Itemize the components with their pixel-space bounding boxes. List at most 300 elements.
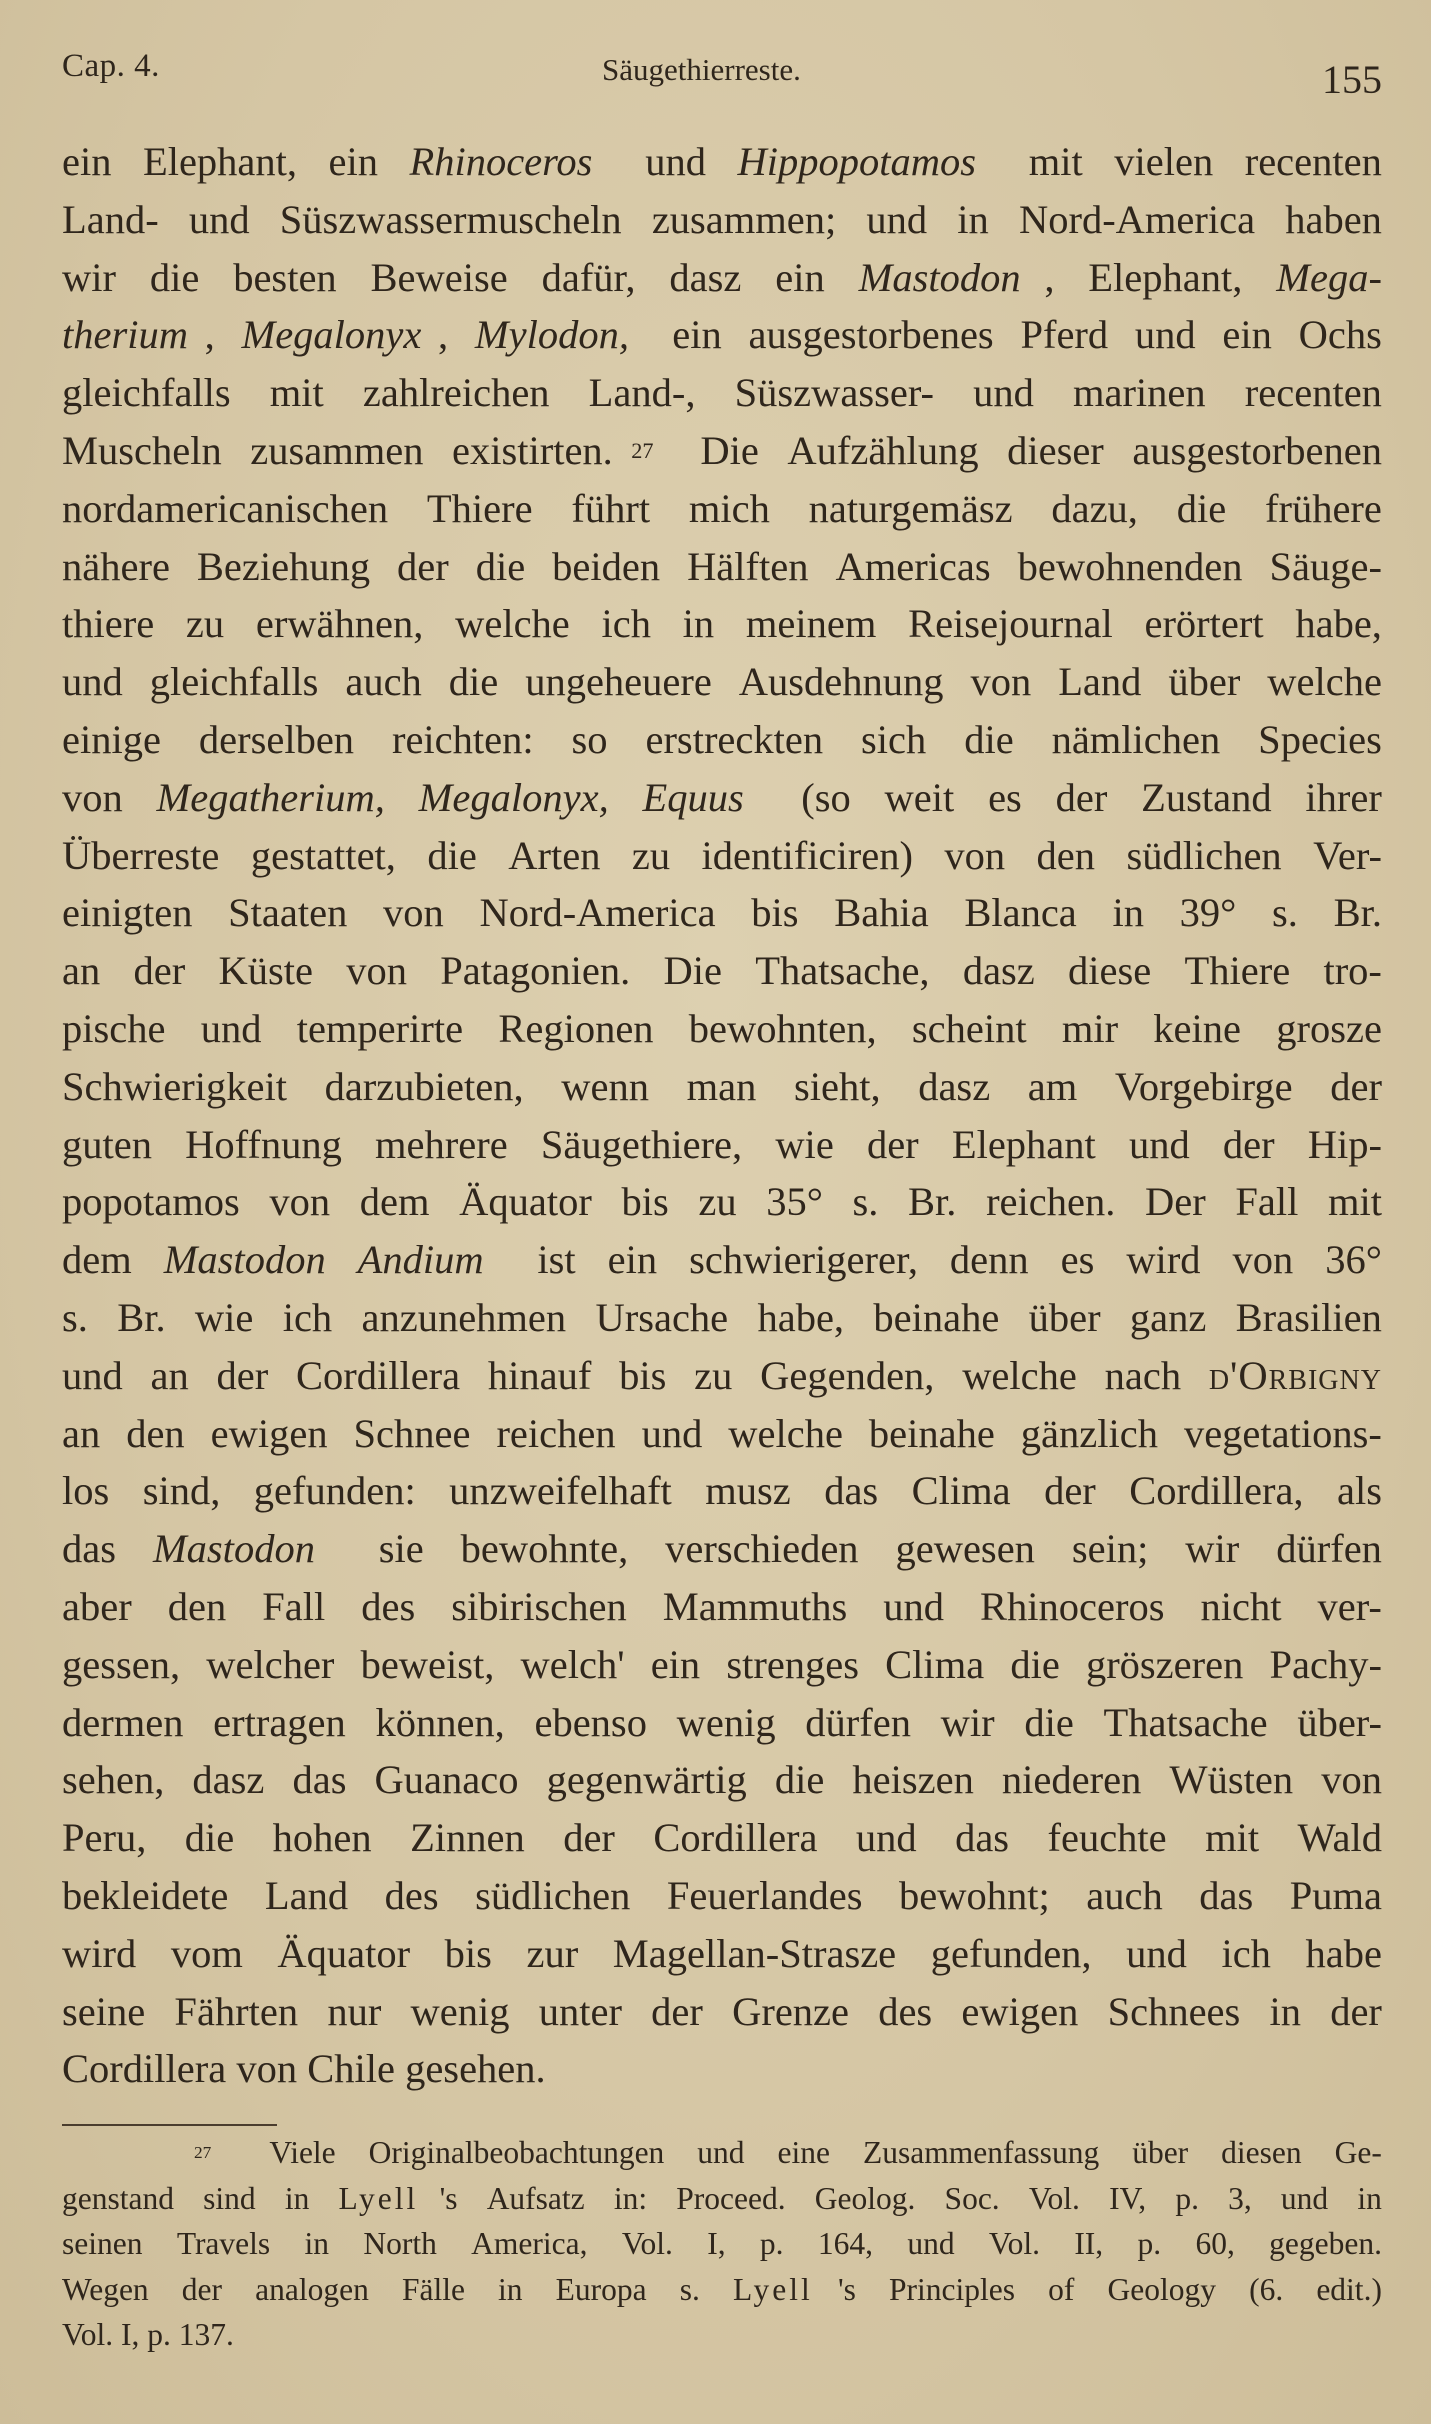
text-run: dasz xyxy=(918,1063,1001,1109)
text-run: nur xyxy=(327,1988,392,2034)
text-run: einigten xyxy=(62,890,203,936)
text-run: Aufsatz xyxy=(486,2180,593,2216)
text-run: dem xyxy=(62,1237,142,1283)
text-run: ewigen xyxy=(961,1988,1089,2034)
text-run: zusammen xyxy=(250,427,434,473)
text-run: verschieden xyxy=(665,1526,869,1572)
text-run: mich xyxy=(688,485,780,531)
text-run: Überreste xyxy=(62,832,230,878)
text-run: musz xyxy=(705,1468,801,1514)
text-run: auch xyxy=(1086,1872,1173,1918)
text-run: Ver- xyxy=(1313,832,1382,878)
text-run: in: xyxy=(613,2180,655,2216)
text-run: pische xyxy=(62,1005,176,1051)
text-run: und xyxy=(866,196,938,242)
text-run: dem xyxy=(359,1179,440,1225)
text-run: gleichfalls xyxy=(149,659,329,705)
text-run: denn xyxy=(949,1237,1039,1283)
text-run: dieser xyxy=(1007,427,1114,473)
text-run: Vol. xyxy=(988,2226,1048,2261)
text-run: wir xyxy=(62,254,127,300)
text-run: bewohnte, xyxy=(460,1526,639,1572)
text-run: ein xyxy=(650,1641,711,1687)
text-run: bewohnt; xyxy=(899,1872,1060,1918)
text-run: und xyxy=(973,370,1044,416)
text-run: der xyxy=(133,948,196,994)
text-run: scheint xyxy=(911,1005,1037,1051)
text-run: die xyxy=(149,254,210,300)
text-run: Mastodon xyxy=(163,1237,336,1283)
text-run: Cordillera xyxy=(295,1352,471,1398)
text-run: es xyxy=(988,774,1032,820)
text-run: von xyxy=(383,890,454,936)
text-run: 164, xyxy=(817,2226,881,2261)
text-run: schwierigerer, xyxy=(689,1237,929,1283)
text-run: existirten. xyxy=(451,427,613,473)
text-run: mit xyxy=(1028,139,1093,184)
text-run: Staaten xyxy=(228,890,358,936)
text-run: reichten: xyxy=(391,716,544,762)
text-run: Säuge- xyxy=(1269,543,1382,589)
body-line xyxy=(62,422,1382,480)
text-run: die xyxy=(448,659,509,705)
text-run: Megalonyx, xyxy=(418,774,619,820)
text-run: ich xyxy=(1221,1930,1282,1976)
text-run: wie xyxy=(194,1294,264,1340)
text-run: Süszwasser- xyxy=(734,370,945,416)
body-line xyxy=(62,1116,1382,1174)
text-run: Reisejournal xyxy=(908,601,1123,647)
text-run: erörtert xyxy=(1144,601,1274,647)
text-run: des xyxy=(384,1872,449,1918)
text-run: das xyxy=(824,1468,889,1514)
text-run: Beweise xyxy=(370,254,518,300)
text-run: tro- xyxy=(1323,948,1382,994)
text-run: Hoffnung xyxy=(185,1121,353,1167)
text-run: mit xyxy=(1205,1815,1270,1861)
text-run: Küste xyxy=(218,948,324,994)
text-run: der xyxy=(866,1121,929,1167)
text-run: Viele xyxy=(269,2135,344,2170)
body-line xyxy=(62,1058,1382,1116)
body-line xyxy=(62,942,1382,1000)
text-run: Wegen xyxy=(62,2271,157,2307)
text-run: dazu, xyxy=(1051,485,1149,531)
text-run: habe, xyxy=(1295,601,1382,647)
text-run: Land xyxy=(1058,659,1152,705)
text-run: Geolog. xyxy=(814,2180,924,2216)
text-run: Äquator xyxy=(459,1179,602,1225)
text-run: hohen xyxy=(272,1815,382,1861)
text-run: wenig xyxy=(410,1988,520,2034)
text-run: temperirte xyxy=(296,1005,474,1051)
text-run: Ge- xyxy=(1334,2135,1382,2170)
text-run: Mastodon xyxy=(858,254,1021,300)
text-run: das xyxy=(62,1526,127,1572)
text-run: sibirischen xyxy=(451,1583,637,1629)
text-run: s. xyxy=(852,1179,889,1225)
text-run: Pferd xyxy=(1020,312,1119,358)
body-line xyxy=(62,364,1382,422)
text-run: Puma xyxy=(1289,1872,1382,1918)
text-run: habe, xyxy=(757,1294,855,1340)
text-run: haben xyxy=(1285,196,1382,242)
text-run: einige xyxy=(62,716,172,762)
text-run: wie xyxy=(775,1121,844,1167)
text-run: reichen xyxy=(496,1410,626,1456)
text-run: Ochs xyxy=(1298,312,1382,358)
text-run: in xyxy=(1357,2180,1382,2216)
text-run: ein xyxy=(1222,312,1282,358)
text-run: diese xyxy=(1068,948,1162,994)
text-run: des xyxy=(361,1583,426,1629)
text-run: ungeheuere xyxy=(525,659,722,705)
text-run: der xyxy=(1044,1468,1106,1514)
text-run: Principles xyxy=(889,2271,1023,2307)
text-run: analogen xyxy=(255,2271,377,2307)
text-run: Land-, xyxy=(588,370,706,416)
text-run: derselben xyxy=(198,716,365,762)
text-run: Thatsache, xyxy=(755,948,940,994)
body-line xyxy=(62,538,1382,596)
body-line xyxy=(62,1867,1382,1925)
text-run: recenten xyxy=(1244,139,1382,184)
text-run: marinen xyxy=(1072,370,1216,416)
text-run: über xyxy=(1168,659,1251,705)
text-run: Guanaco xyxy=(374,1757,529,1803)
body-text xyxy=(62,133,1382,2098)
text-run: habe xyxy=(1305,1930,1382,1976)
text-run: erwähnen, xyxy=(255,601,434,647)
text-run: nordamericanischen xyxy=(62,485,399,531)
footnote-line xyxy=(62,2176,1382,2222)
text-run: mit xyxy=(1327,1179,1382,1225)
text-run: sind xyxy=(203,2180,264,2216)
body-line xyxy=(62,1925,1382,1983)
text-run: und xyxy=(62,659,133,705)
text-run: der xyxy=(397,543,459,589)
text-run: Equus xyxy=(642,774,744,820)
text-run: Patagonien. xyxy=(440,948,641,994)
text-run: I, xyxy=(707,2226,734,2261)
text-run: Originalbeobachtungen xyxy=(368,2135,673,2170)
body-line xyxy=(62,1000,1382,1058)
text-run: frühere xyxy=(1264,485,1382,531)
text-run: den xyxy=(167,1583,237,1629)
body-line xyxy=(62,769,1382,827)
text-run: America, xyxy=(471,2226,596,2261)
text-run: Wüsten xyxy=(1169,1757,1304,1803)
text-run: I, xyxy=(120,2317,148,2352)
text-run: ganz xyxy=(1129,1294,1217,1340)
text-run: wird xyxy=(62,1930,147,1976)
footnote-line xyxy=(62,2130,1382,2176)
text-run: popotamos xyxy=(62,1179,250,1225)
text-run: Fall xyxy=(262,1583,336,1629)
text-run: gefunden, xyxy=(930,1930,1102,1976)
text-run: zu xyxy=(185,601,235,647)
text-run: Vol. xyxy=(621,2226,681,2261)
text-run: Land- xyxy=(62,196,169,242)
text-run: den xyxy=(126,1410,195,1456)
text-run: welche xyxy=(1267,659,1382,705)
text-run: bewohnten, xyxy=(688,1005,887,1051)
text-run: Soc. xyxy=(944,2180,1008,2216)
text-run: den xyxy=(1036,832,1106,878)
text-run: recenten xyxy=(1244,370,1382,416)
text-run: und xyxy=(697,2135,753,2170)
text-run: 36° xyxy=(1325,1237,1382,1283)
text-run: ver- xyxy=(1317,1583,1382,1629)
text-run: darzubieten, xyxy=(324,1063,534,1109)
text-run: anzunehmen xyxy=(361,1294,577,1340)
text-run: ertragen xyxy=(213,1699,356,1745)
text-run: gewesen xyxy=(895,1526,1046,1572)
text-run: bis xyxy=(444,1930,503,1976)
text-run: ich xyxy=(282,1294,343,1340)
text-run: Säugethiere, xyxy=(540,1121,753,1167)
text-run: p. xyxy=(1137,2226,1169,2261)
text-run: und xyxy=(1280,2180,1337,2216)
text-run: feuchte xyxy=(1047,1815,1177,1861)
text-run: Species xyxy=(1258,716,1382,762)
text-run: in xyxy=(682,601,725,647)
text-run: edit.) xyxy=(1316,2271,1382,2307)
text-run: und xyxy=(200,1005,272,1051)
text-run xyxy=(95,2130,103,2176)
text-run: von xyxy=(1232,1237,1304,1283)
text-run xyxy=(342,1520,352,1578)
body-line xyxy=(62,306,1382,364)
text-run: es xyxy=(1060,1237,1105,1283)
text-run: of xyxy=(1048,2271,1083,2307)
text-run: Nord-America xyxy=(479,890,726,936)
text-run: von xyxy=(346,948,418,994)
text-run: gestattet, xyxy=(250,832,407,878)
body-line xyxy=(62,249,1382,307)
text-run: Brasilien xyxy=(1235,1294,1382,1340)
text-run: mehrere xyxy=(375,1121,518,1167)
body-line xyxy=(62,1405,1382,1463)
text-run: Lyell xyxy=(338,2180,419,2216)
text-run: dasz xyxy=(669,254,752,300)
text-run: Aufzählung xyxy=(787,427,989,473)
text-run: eine xyxy=(777,2135,838,2170)
text-run xyxy=(161,2130,169,2176)
body-line xyxy=(62,191,1382,249)
text-run: Magellan-Strasze xyxy=(612,1930,907,1976)
text-run: die xyxy=(184,1815,245,1861)
text-run: Elephant, xyxy=(142,139,308,184)
text-run: beinahe xyxy=(873,1294,1010,1340)
text-run: bis xyxy=(619,1352,677,1398)
text-run: sehen, xyxy=(62,1757,175,1803)
text-run: nämlichen xyxy=(1051,716,1231,762)
text-run: so xyxy=(571,716,618,762)
text-run: 39° xyxy=(1179,890,1247,936)
text-run: man xyxy=(686,1063,767,1109)
text-run: wir xyxy=(940,1699,1005,1745)
text-run: beiden xyxy=(552,543,671,589)
body-line xyxy=(62,1983,1382,2041)
text-run: Thatsache xyxy=(1103,1699,1278,1745)
text-run: Beziehung xyxy=(196,543,381,589)
text-run: der xyxy=(1330,1063,1382,1109)
text-run: , xyxy=(438,312,459,358)
text-run: II, xyxy=(1074,2226,1112,2261)
text-run: zusammen; xyxy=(651,196,847,242)
text-run: ausgestorbenes xyxy=(748,312,1004,358)
text-run: Zusammenfassung xyxy=(862,2135,1108,2170)
text-run: Schnee xyxy=(353,1410,481,1456)
body-line xyxy=(62,1520,1382,1578)
text-run xyxy=(62,2130,70,2176)
text-run xyxy=(997,133,1007,191)
text-run: therium xyxy=(62,312,188,358)
body-line xyxy=(62,2040,1382,2098)
text-run: Zustand xyxy=(1141,774,1282,820)
text-run: der xyxy=(1055,774,1118,820)
text-run: in xyxy=(284,2180,318,2216)
text-run: p. xyxy=(147,2317,179,2352)
text-run: zu xyxy=(694,1352,743,1398)
footnote-block xyxy=(62,2130,1382,2358)
text-run: und xyxy=(1128,1121,1200,1167)
text-run: Die xyxy=(663,948,733,994)
text-run: nicht xyxy=(1200,1583,1292,1629)
text-run: Elephant, xyxy=(1088,254,1253,300)
text-run: identificiren) xyxy=(701,832,924,878)
text-run: können, xyxy=(375,1699,515,1745)
text-run: vielen xyxy=(1114,139,1224,184)
text-run: Ursache xyxy=(595,1294,739,1340)
text-run: als xyxy=(1336,1468,1382,1514)
body-line xyxy=(62,480,1382,538)
text-run: bis xyxy=(621,1179,679,1225)
text-run: Fährten xyxy=(174,1988,309,2034)
text-run: die xyxy=(1010,1641,1070,1687)
text-run: Mylodon, xyxy=(474,312,629,358)
text-run: Megalonyx xyxy=(241,312,422,358)
text-run: dasz xyxy=(962,948,1045,994)
text-run: dafür, xyxy=(541,254,646,300)
text-run: gröszeren xyxy=(1085,1641,1254,1687)
text-run: über xyxy=(1132,2135,1197,2170)
body-line xyxy=(62,1289,1382,1347)
text-run: unzweifelhaft xyxy=(449,1468,682,1514)
body-line xyxy=(62,1578,1382,1636)
body-line xyxy=(62,133,1382,191)
text-run: Chile xyxy=(307,2046,406,2092)
text-run: gefunden: xyxy=(253,1468,426,1514)
text-run: ein xyxy=(62,139,122,184)
text-run: und xyxy=(883,1583,955,1629)
text-run: sie xyxy=(378,1526,434,1572)
text-run: Bahia xyxy=(834,890,939,936)
text-run: s. xyxy=(679,2271,708,2307)
text-run: dermen xyxy=(62,1699,194,1745)
text-run: der xyxy=(1222,1121,1285,1167)
text-run: gleichfalls xyxy=(62,370,241,416)
body-line xyxy=(62,595,1382,653)
text-run: Vol. xyxy=(62,2317,121,2352)
text-run: Zinnen xyxy=(410,1815,535,1861)
body-line xyxy=(62,1462,1382,1520)
text-run: dürfen xyxy=(805,1699,922,1745)
text-run: in xyxy=(957,196,999,242)
text-run: Lyell xyxy=(733,2271,813,2307)
text-run: (so xyxy=(801,774,861,820)
text-run: Cordillera xyxy=(62,2046,237,2092)
text-run: Pachy- xyxy=(1269,1641,1382,1687)
text-run: gegenwärtig xyxy=(546,1757,757,1803)
text-run: mir xyxy=(1061,1005,1129,1051)
running-title: Säugethierreste. xyxy=(602,52,801,87)
text-run: die xyxy=(1176,485,1237,531)
text-run: Fälle xyxy=(401,2271,473,2307)
text-run: Land xyxy=(264,1872,359,1918)
text-run: in xyxy=(304,2226,337,2261)
text-run: reichen. xyxy=(986,1179,1126,1225)
text-run: der xyxy=(216,1352,279,1398)
text-run: und xyxy=(855,1815,927,1861)
text-run: Clima xyxy=(911,1468,1021,1514)
text-run: Die xyxy=(700,427,769,473)
text-run: Rhinoceros xyxy=(409,139,593,184)
body-line xyxy=(62,653,1382,711)
text-run: los xyxy=(62,1468,120,1514)
text-run: genstand xyxy=(62,2180,182,2216)
text-run: ihrer xyxy=(1305,774,1382,820)
body-line xyxy=(62,1347,1382,1405)
text-run: die xyxy=(427,832,487,878)
body-line xyxy=(62,1809,1382,1867)
text-run: Europa xyxy=(555,2271,655,2307)
text-run: sind, xyxy=(142,1468,231,1514)
text-run: führt xyxy=(571,485,661,531)
text-run: naturgemäsz xyxy=(808,485,1023,531)
running-header xyxy=(62,48,1382,108)
text-run: von xyxy=(970,659,1042,705)
text-run: , xyxy=(204,312,225,358)
text-run: Schnees xyxy=(1107,1988,1251,2034)
text-run: p. xyxy=(759,2226,792,2261)
text-run: die xyxy=(1024,1699,1084,1745)
text-run: am xyxy=(1027,1063,1088,1109)
chapter-label: Cap. 4. xyxy=(62,48,160,84)
body-line xyxy=(62,1636,1382,1694)
text-run: auch xyxy=(345,659,432,705)
text-run: welche xyxy=(455,601,580,647)
text-run: diesen xyxy=(1221,2135,1310,2170)
text-run: vom xyxy=(170,1930,253,1976)
footnote-line xyxy=(62,2267,1382,2313)
text-run: strenges xyxy=(726,1641,870,1687)
text-run: und xyxy=(645,139,717,184)
text-run: an xyxy=(150,1352,199,1398)
text-run: bewohnenden xyxy=(1017,543,1253,589)
text-run: der xyxy=(1330,1988,1382,2034)
text-run: Hippopotamos xyxy=(737,139,976,184)
text-run: das xyxy=(1199,1872,1264,1918)
text-run: die xyxy=(774,1757,835,1803)
text-run: vegetations- xyxy=(1183,1410,1382,1456)
body-line xyxy=(62,1173,1382,1231)
text-run: wenn xyxy=(561,1063,660,1109)
text-run xyxy=(236,2130,244,2176)
text-run: Br. xyxy=(1333,890,1382,936)
text-run: und xyxy=(62,1352,133,1398)
